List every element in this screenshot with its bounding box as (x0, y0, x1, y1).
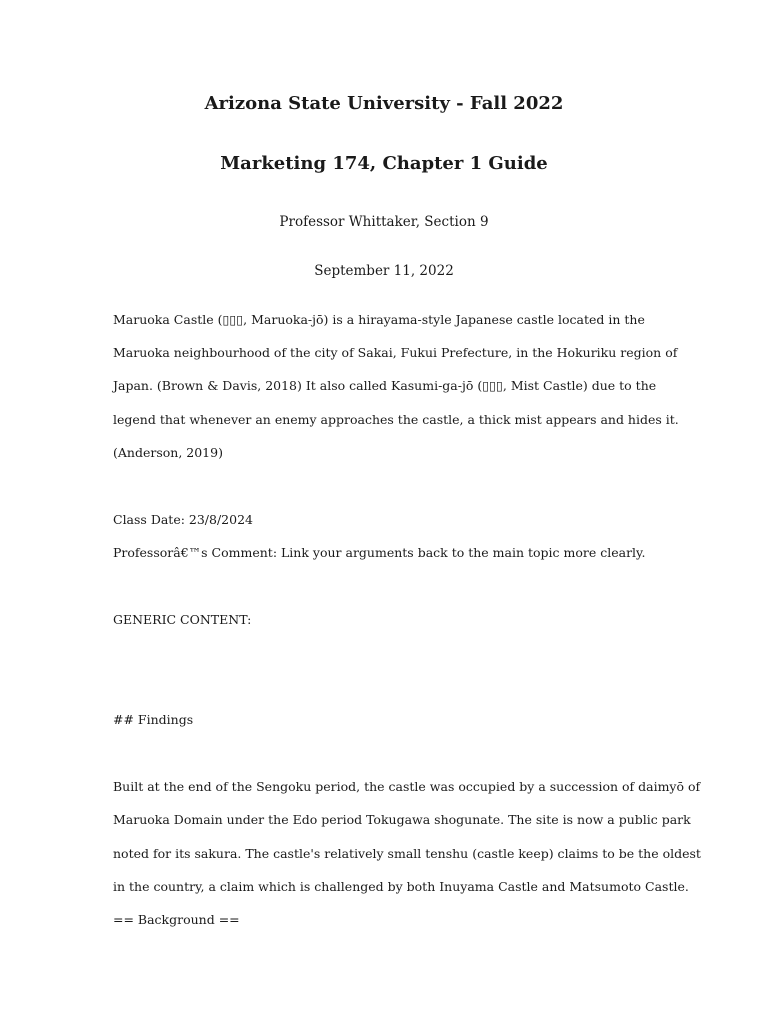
document-subtitle: Marketing 174, Chapter 1 Guide (220, 153, 548, 174)
professor-comment: Professorâ€™s Comment: Link your arguments back to the main topic more clearly. (113, 545, 646, 560)
intro-line: Japan. (Brown & Davis, 2018) It also called Kasumi-ga-jō (▯▯▯, Mist Castle) due to the (113, 378, 657, 393)
findings-line: in the country, a claim which is challenged by both Inuyama Castle and Matsumoto Castle. (113, 879, 689, 894)
intro-line: legend that whenever an enemy approaches the castle, a thick mist appears and hides it. (113, 412, 679, 427)
findings-heading: ## Findings (113, 712, 194, 727)
class-date: Class Date: 23/8/2024 (113, 512, 253, 527)
generic-content-label: GENERIC CONTENT: (113, 612, 252, 627)
intro-line: (Anderson, 2019) (113, 445, 223, 460)
professor-line: Professor Whittaker, Section 9 (279, 214, 489, 230)
findings-line: Maruoka Domain under the Edo period Tokugawa shogunate. The site is now a public park (113, 812, 691, 827)
findings-line: Built at the end of the Sengoku period, the castle was occupied by a succession of daimyō of (113, 779, 701, 794)
document-title: Arizona State University - Fall 2022 (204, 93, 564, 114)
findings-line: noted for its sakura. The castle's relatively small tenshu (castle keep) claims to be the oldest (113, 846, 701, 861)
intro-line: Maruoka Castle (▯▯▯, Maruoka-jō) is a hirayama-style Japanese castle located in the (113, 312, 645, 327)
background-heading: == Background == (113, 912, 240, 927)
intro-line: Maruoka neighbourhood of the city of Sakai, Fukui Prefecture, in the Hokuriku region of (113, 345, 678, 360)
date-line: September 11, 2022 (314, 263, 454, 279)
